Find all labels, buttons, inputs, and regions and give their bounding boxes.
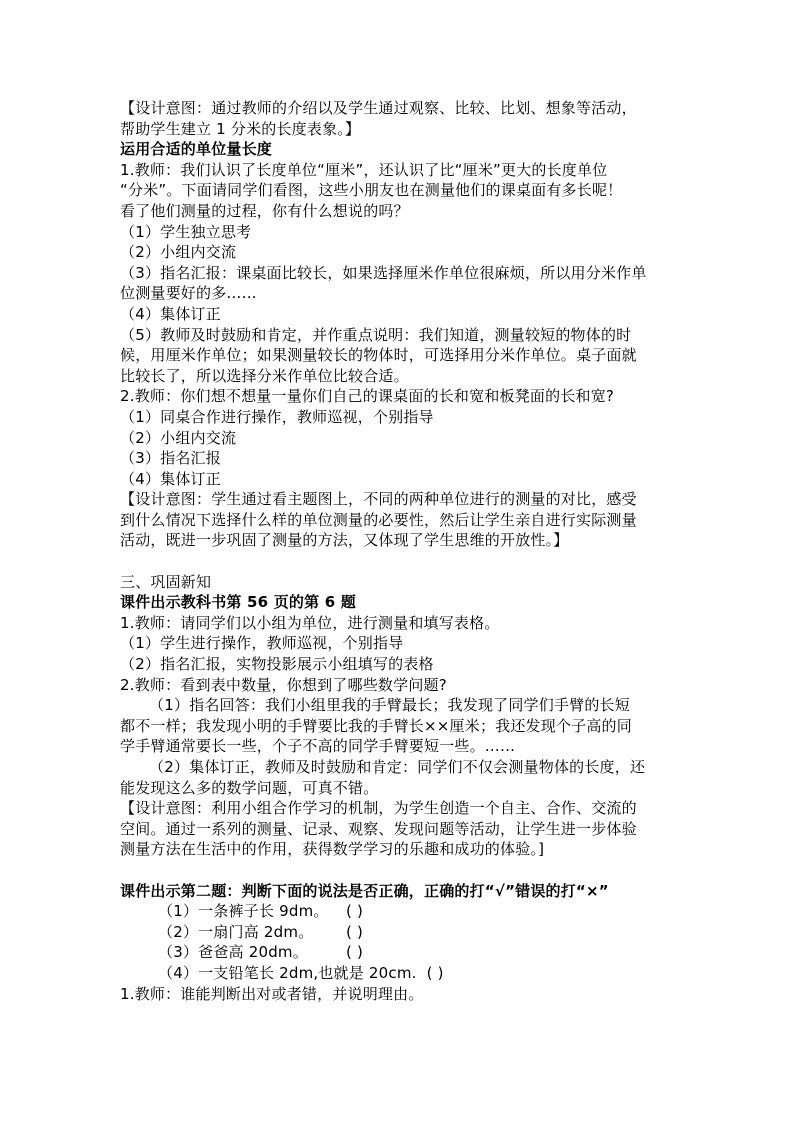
spacer	[120, 860, 680, 881]
list-item: （5）教师及时鼓励和肯定，并作重点说明：我们知道，测量较短的物体的时	[120, 325, 632, 344]
paragraph-line: 2.教师：你们想不想量一量你们自己的课桌面的长和宽和板凳面的长和宽?	[120, 387, 615, 406]
design-intent-line: 活动，既进一步巩固了测量的方法，又体现了学生思维的开放性。】	[120, 531, 569, 550]
judgement-question	[120, 901, 680, 922]
design-intent-line: 【设计意图：利用小组合作学习的机制，为学生创造一个自主、合作、交流的	[120, 799, 637, 818]
document-page	[120, 98, 680, 1004]
list-item: （4）集体订正	[120, 304, 221, 323]
subheading: 课件出示第二题：判断下面的说法是否正确，正确的打“√”错误的打“×”	[120, 881, 609, 900]
question-text: （2）一扇门高 2dm。	[158, 922, 314, 941]
paragraph-line: “分米”。下面请同学们看图，这些小朋友也在测量他们的课桌面有多长呢！	[120, 181, 623, 200]
list-item: （2）指名汇报，实物投影展示小组填写的表格	[120, 655, 434, 674]
paragraph-line: 1.教师：谁能判断出对或者错，并说明理由。	[120, 984, 424, 1003]
answer-line: 能发现这么多的数学问题，可真不错。	[120, 778, 379, 797]
paragraph-line: 2.教师：看到表中数量，你想到了哪些数学问题?	[120, 675, 447, 694]
design-intent-line: 到什么情况下选择什么样的单位测量的必要性，然后让学生亲自进行实际测量	[120, 510, 637, 529]
answer-blank: ( )	[426, 963, 444, 982]
design-intent-line: 测量方法在生活中的作用，获得数学学习的乐趣和成功的体验。]	[120, 840, 545, 859]
answer-line: （1）指名回答：我们小组里我的手臂最长；我发现了同学们手臂的长短	[149, 696, 630, 715]
answer-blank: ( )	[346, 943, 364, 962]
list-item: （2）小组内交流	[120, 243, 237, 262]
list-item: （1）学生独立思考	[120, 222, 252, 241]
list-item: （4）集体订正	[120, 469, 221, 488]
list-item: （1）同桌合作进行操作，教师巡视，个别指导	[120, 407, 434, 426]
subheading: 运用合适的单位量长度	[120, 140, 273, 159]
question-text: （4）一支铅笔长 2dm,也就是 20cm.	[158, 963, 417, 982]
answer-blank: ( )	[346, 922, 364, 941]
paragraph-line: 1.教师：我们认识了长度单位“厘米”，还认识了比“厘米”更大的长度单位	[120, 160, 608, 179]
paragraph-line: 看了他们测量的过程，你有什么想说的吗？	[120, 201, 409, 220]
question-text: （1）一条裤子长 9dm。	[158, 902, 329, 921]
list-item: （1）学生进行操作，教师巡视，个别指导	[120, 634, 404, 653]
answer-blank: ( )	[346, 902, 364, 921]
judgement-question	[120, 963, 680, 984]
subheading: 课件出示教科书第 56 页的第 6 题	[120, 593, 357, 612]
list-item: （2）小组内交流	[120, 428, 237, 447]
list-item: 比较长了，所以选择分米作单位比较合适。	[120, 366, 409, 385]
design-intent-line: 帮助学生建立 1 分米的长度表象。】	[120, 119, 361, 138]
list-item: 位测量要好的多……	[120, 284, 257, 303]
question-text: （3）爸爸高 20dm。	[158, 943, 308, 962]
answer-line: 学手臂通常要长一些，个子不高的同学手臂要短一些。……	[120, 737, 516, 756]
judgement-question	[120, 942, 680, 963]
list-item: （3）指名汇报	[120, 449, 221, 468]
answer-line: 都不一样；我发现小明的手臂要比我的手臂长××厘米；我还发现个子高的同	[120, 716, 632, 735]
paragraph-line: 1.教师：请同学们以小组为单位，进行测量和填写表格。	[120, 613, 500, 632]
design-intent-line: 【设计意图：学生通过看主题图上，不同的两种单位进行的测量的对比，感受	[120, 490, 637, 509]
spacer	[120, 551, 680, 572]
answer-line: （2）集体订正，教师及时鼓励和肯定：同学们不仅会测量物体的长度，还	[149, 758, 646, 776]
list-item: （3）指名汇报：课桌面比较长，如果选择厘米作单位很麻烦，所以用分米作单	[120, 263, 647, 282]
design-intent-line: 空间。通过一系列的测量、记录、观察、发现问题等活动，让学生进一步体验	[120, 819, 637, 838]
judgement-question	[120, 922, 680, 943]
section-title: 三、巩固新知	[120, 572, 212, 591]
design-intent-line: 【设计意图：通过教师的介绍以及学生通过观察、比较、比划、想象等活动，	[120, 99, 637, 117]
list-item: 候，用厘米作单位；如果测量较长的物体时，可选择用分米作单位。桌子面就	[120, 346, 637, 365]
